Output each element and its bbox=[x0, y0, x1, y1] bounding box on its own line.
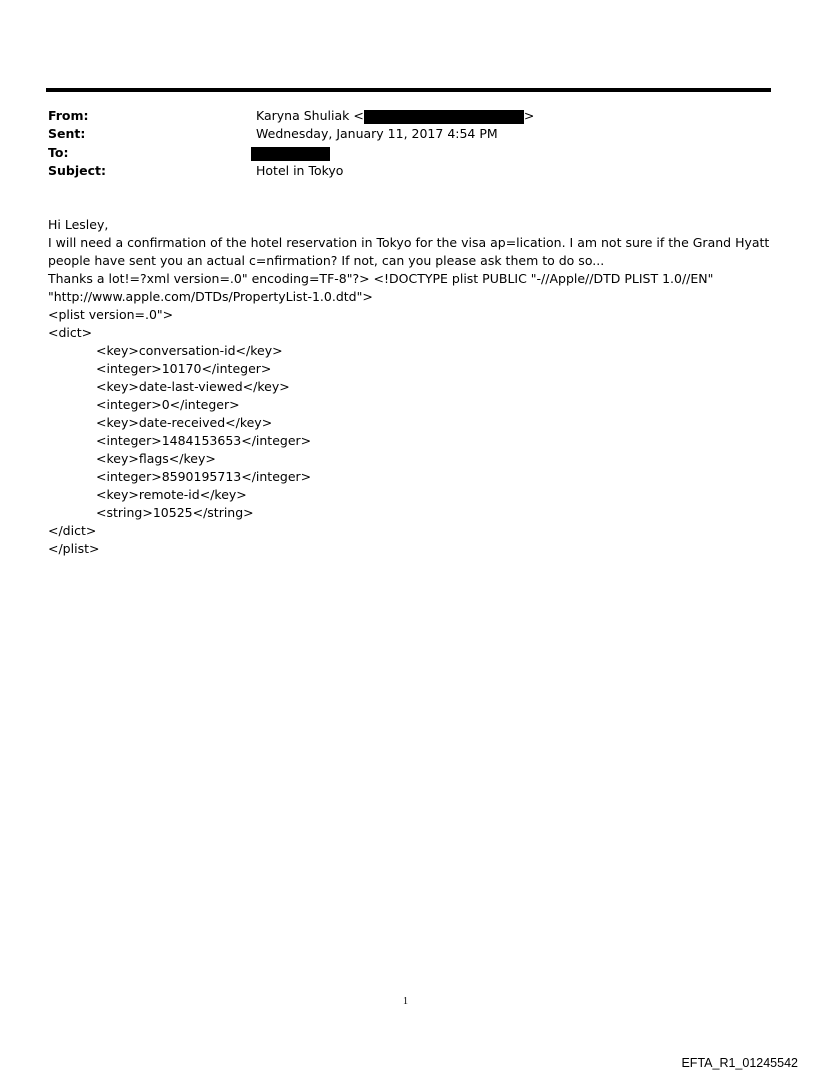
body-line: <key>date-last-viewed</key> bbox=[96, 379, 290, 394]
header-divider bbox=[46, 88, 771, 92]
page-number: 1 bbox=[403, 996, 408, 1007]
body-line: <integer>1484153653</integer> bbox=[96, 433, 312, 448]
body-line: I will need a confirmation of the hotel reservation in Tokyo for the visa ap=lication. I am not sure if the Grand Hyatt bbox=[48, 235, 770, 250]
body-line: <integer>0</integer> bbox=[96, 397, 240, 412]
subject-value: Hotel in Tokyo bbox=[256, 163, 344, 178]
body-line: <key>flags</key> bbox=[96, 451, 216, 466]
from-label: From: bbox=[48, 108, 89, 123]
body-line: <key>conversation-id</key> bbox=[96, 343, 283, 358]
sent-label: Sent: bbox=[48, 126, 86, 141]
redaction-box bbox=[364, 110, 524, 124]
to-value bbox=[251, 145, 330, 161]
bates-number: EFTA_R1_01245542 bbox=[681, 1056, 798, 1070]
subject-label: Subject: bbox=[48, 163, 106, 178]
body-line: <integer>10170</integer> bbox=[96, 361, 272, 376]
body-line: <integer>8590195713</integer> bbox=[96, 469, 312, 484]
body-line: Hi Lesley, bbox=[48, 217, 109, 232]
body-line: <key>remote-id</key> bbox=[96, 487, 247, 502]
body-line: </plist> bbox=[48, 541, 100, 556]
from-name: Karyna Shuliak < bbox=[256, 108, 364, 123]
email-body bbox=[48, 216, 768, 558]
body-line: <plist version=.0"> bbox=[48, 307, 174, 322]
body-line: <key>date-received</key> bbox=[96, 415, 273, 430]
redaction-box bbox=[251, 147, 330, 161]
from-suffix: > bbox=[523, 108, 535, 123]
body-line: people have sent you an actual c=nfirmation? If not, can you please ask them to do so... bbox=[48, 253, 605, 268]
body-line: <dict> bbox=[48, 325, 93, 340]
body-line: "http://www.apple.com/DTDs/PropertyList-1.0.dtd"> bbox=[48, 289, 373, 304]
from-value bbox=[256, 108, 534, 124]
body-line: <string>10525</string> bbox=[96, 505, 254, 520]
body-line: </dict> bbox=[48, 523, 97, 538]
sent-value: Wednesday, January 11, 2017 4:54 PM bbox=[256, 126, 498, 141]
to-label: To: bbox=[48, 145, 69, 160]
body-line: Thanks a lot!=?xml version=.0" encoding=TF-8"?> <!DOCTYPE plist PUBLIC "-//Apple//DTD PLIST 1.0//EN" bbox=[48, 271, 714, 286]
